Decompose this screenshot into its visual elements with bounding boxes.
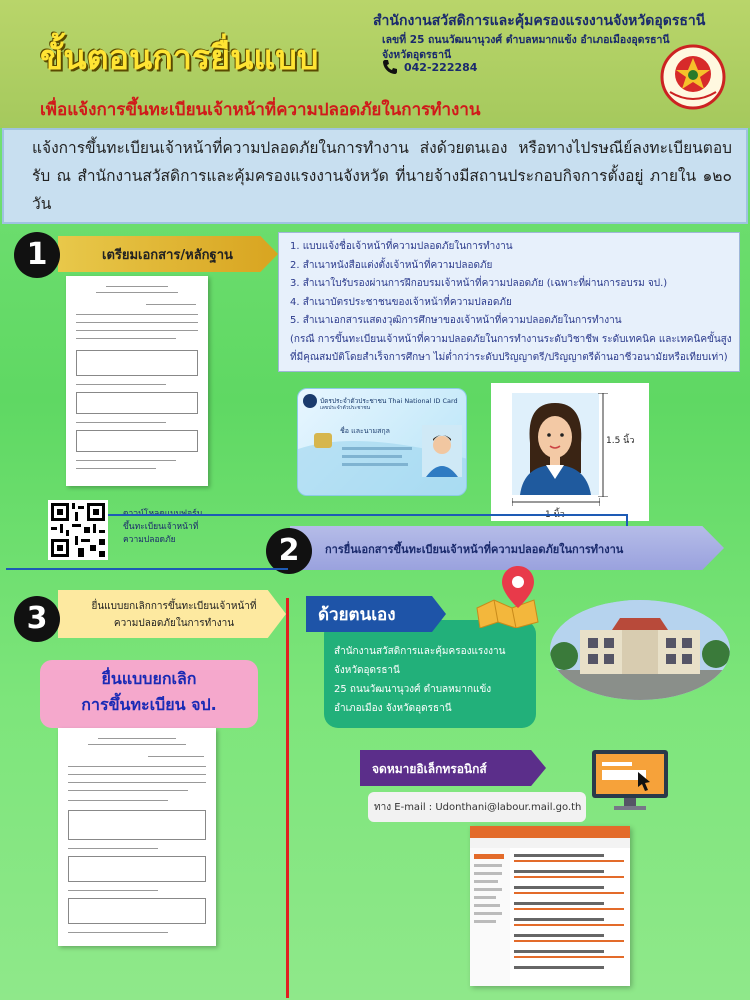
- map-pin-icon: [472, 562, 542, 628]
- office-address-line2: จังหวัดอุดรธานี: [382, 49, 452, 61]
- id-card-title: บัตรประจำตัวประชาชน Thai National ID Card: [320, 397, 458, 405]
- step3-label-line: ยื่นแบบยกเลิกการขึ้นทะเบียนเจ้าหน้าที่: [91, 601, 257, 612]
- office-building-photo: [550, 600, 730, 700]
- cancel-form-thumbnail: [58, 728, 216, 946]
- document-item: 3. สำเนาใบรับรองผ่านการฝึกอบรมเจ้าหน้าที่ความปลอดภัย (เฉพาะที่ผ่านการอบรม จป.): [290, 278, 668, 289]
- document-item: 4. สำเนาบัตรประชาชนของเจ้าหน้าที่ความปลอดภัย: [290, 296, 512, 308]
- email-address[interactable]: ทาง E-mail : Udonthani@labour.mail.go.th: [374, 802, 582, 813]
- cancel-line: ยื่นแบบยกเลิก: [101, 669, 197, 688]
- address-line: จังหวัดอุดรธานี: [334, 665, 400, 676]
- step2-label: การยื่นเอกสารขึ้นทะเบียนเจ้าหน้าที่ความปลอดภัยในการทำงาน: [325, 543, 624, 556]
- office-address-line1: เลขที่ 25 ถนนวัฒนานุวงศ์ ตำบลหมากแข้ง อำเภอเมืองอุดรธานี: [382, 34, 670, 46]
- photo-height-label: 1.5 นิ้ว: [606, 436, 635, 446]
- document-list: [290, 238, 740, 368]
- address-line: 25 ถนนวัฒนานุวงศ์ ตำบลหมากแข้ง: [334, 684, 492, 695]
- in-person-address: [334, 632, 530, 718]
- document-note: (กรณี การขึ้นทะเบียนเจ้าหน้าที่ความปลอดภัยในการทำงานระดับวิชาชีพ ระดับเทคนิค และเทคนิคขั้นสูง: [290, 333, 732, 345]
- registration-form-thumbnail: [66, 276, 208, 486]
- width-dimension-icon: [512, 498, 600, 506]
- step2-number: 2: [266, 528, 312, 574]
- intro-text: แจ้งการขึ้นทะเบียนเจ้าหน้าที่ความปลอดภัยในการทำงาน ส่งด้วยตนเอง หรือทางไปรษณีย์ลงทะเบียนตอบรับ ณ สำนักงานสวัสดิการและคุ้มครองแรงงานจังหวัด ที่นายจ้างมีสถานประกอบกิจการตั้งอยู่ ภายใน ๑๒๐ วัน: [32, 139, 732, 213]
- page-subtitle: เพื่อแจ้งการขึ้นทะเบียนเจ้าหน้าที่ความปลอดภัยในการทำงาน: [40, 100, 481, 120]
- step1-number: 1: [14, 232, 60, 278]
- id-card-name: ชื่อ และนามสกุล: [340, 427, 390, 435]
- cancel-line: การขึ้นทะเบียน จป.: [81, 695, 217, 714]
- connector-line: [108, 514, 628, 516]
- step3-number: 3: [14, 596, 60, 642]
- page-title: ขั้นตอนการยื่นแบบ: [40, 38, 319, 78]
- id-card-subtitle: เลขประจำตัวประชาชน: [320, 405, 371, 411]
- chip-icon: [314, 433, 332, 448]
- document-item: 1. แบบแจ้งชื่อเจ้าหน้าที่ความปลอดภัยในการทำงาน: [290, 241, 513, 252]
- passport-photo: [512, 393, 599, 495]
- document-note: ที่มีคุณสมบัติโดยสำเร็จการศึกษา ไม่ต่ำกว่าระดับปริญญาตรี/ปริญญาตรีด้านอาชีวอนามัยหรือเทียบเท่า): [290, 352, 728, 363]
- phone-icon: [382, 59, 398, 75]
- address-line: อำเภอเมือง จังหวัดอุดรธานี: [334, 703, 452, 714]
- phone-number: 042-222284: [404, 61, 478, 74]
- qr-caption-line: ขึ้นทะเบียนเจ้าหน้าที่: [123, 522, 199, 532]
- qr-code[interactable]: [48, 500, 108, 560]
- office-name: สำนักงานสวัสดิการและคุ้มครองแรงงานจังหวัดอุดรธานี: [373, 13, 706, 29]
- address-line: สำนักงานสวัสดิการและคุ้มครองแรงงาน: [334, 646, 506, 657]
- document-item: 2. สำเนาหนังสือแต่งตั้งเจ้าหน้าที่ความปลอดภัย: [290, 259, 493, 271]
- computer-monitor-icon: [590, 748, 670, 812]
- qr-caption-line: ความปลอดภัย: [123, 535, 176, 545]
- department-seal-icon: [660, 44, 726, 110]
- cancel-registration-text: [40, 666, 258, 718]
- divider-line: [286, 598, 289, 998]
- step3-label: [74, 598, 274, 632]
- email-label: จดหมายอิเล็กทรอนิกส์: [372, 762, 487, 776]
- in-person-label: ด้วยตนเอง: [318, 605, 396, 625]
- webmail-screenshot: [470, 826, 630, 986]
- step1-label: เตรียมเอกสาร/หลักฐาน: [102, 248, 233, 263]
- step3-label-line: ความปลอดภัยในการทำงาน: [113, 618, 235, 629]
- connector-line: [6, 568, 288, 570]
- document-item: 5. สำเนาเอกสารแสดงวุฒิการศึกษาของเจ้าหน้าที่ความปลอดภัยในการทำงาน: [290, 315, 622, 326]
